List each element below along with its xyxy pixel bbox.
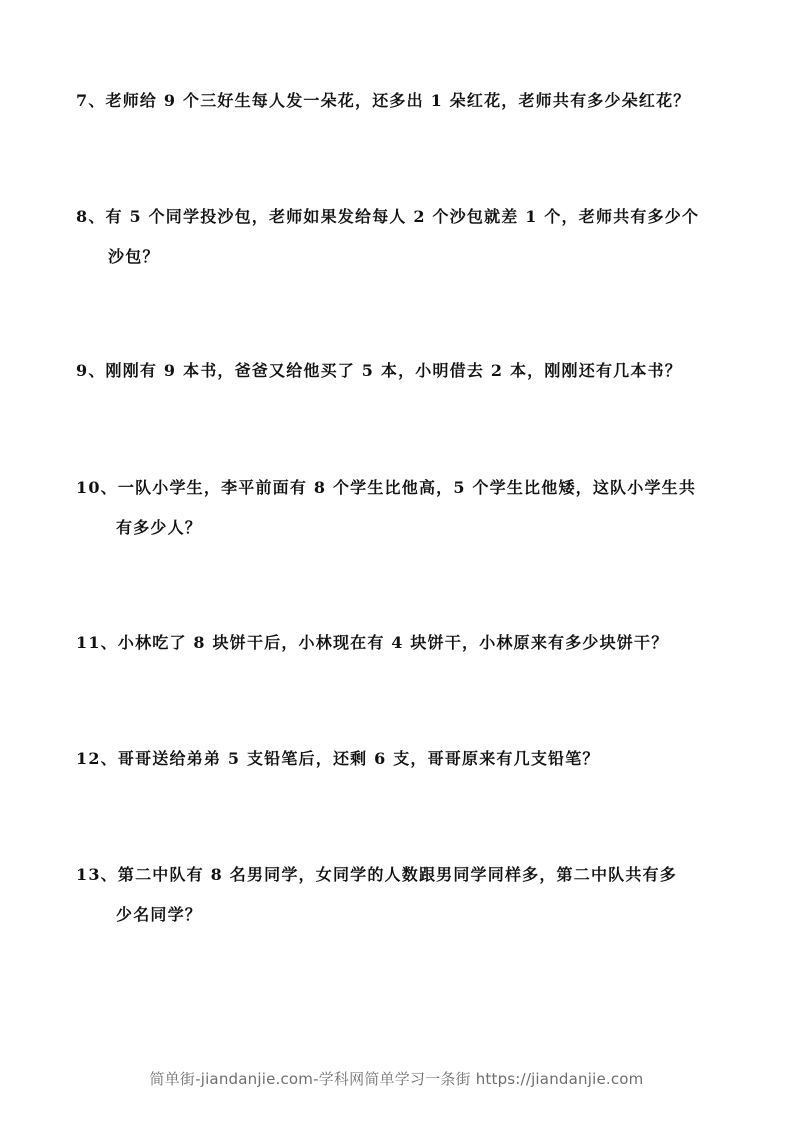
question-10 bbox=[76, 468, 726, 548]
question-8 bbox=[76, 197, 726, 277]
question-12 bbox=[76, 739, 726, 779]
question-7-text: 7、老师给 9 个三好生每人发一朵花，还多出 1 朵红花，老师共有多少朵红花？ bbox=[76, 91, 691, 110]
question-13-text-cont: 少名同学？ bbox=[116, 905, 203, 924]
question-11 bbox=[76, 623, 726, 663]
question-13-text: 13、第二中队有 8 名男同学，女同学的人数跟男同学同样多，第二中队共有多 bbox=[76, 865, 677, 884]
question-10-text-cont: 有多少人？ bbox=[116, 518, 203, 537]
footer-watermark: 简单街-jiandanjie.com-学科网简单学习一条街 https://jiandanjie.com bbox=[149, 1070, 644, 1088]
question-11-text: 11、小林吃了 8 块饼干后，小林现在有 4 块饼干，小林原来有多少块饼干？ bbox=[76, 633, 669, 652]
question-8-text: 8、有 5 个同学投沙包，老师如果发给每人 2 个沙包就差 1 个，老师共有多少个 bbox=[76, 207, 700, 226]
question-10-text: 10、一队小学生，李平前面有 8 个学生比他高，5 个学生比他矮，这队小学生共 bbox=[76, 478, 697, 497]
question-8-text-cont: 沙包？ bbox=[108, 247, 160, 266]
question-12-text: 12、哥哥送给弟弟 5 支铅笔后，还剩 6 支，哥哥原来有几支铅笔？ bbox=[76, 749, 600, 768]
question-7 bbox=[76, 81, 726, 121]
question-13 bbox=[76, 855, 726, 935]
question-9-text: 9、刚刚有 9 本书，爸爸又给他买了 5 本，小明借去 2 本，刚刚还有几本书？ bbox=[76, 361, 682, 380]
question-9 bbox=[76, 351, 726, 391]
